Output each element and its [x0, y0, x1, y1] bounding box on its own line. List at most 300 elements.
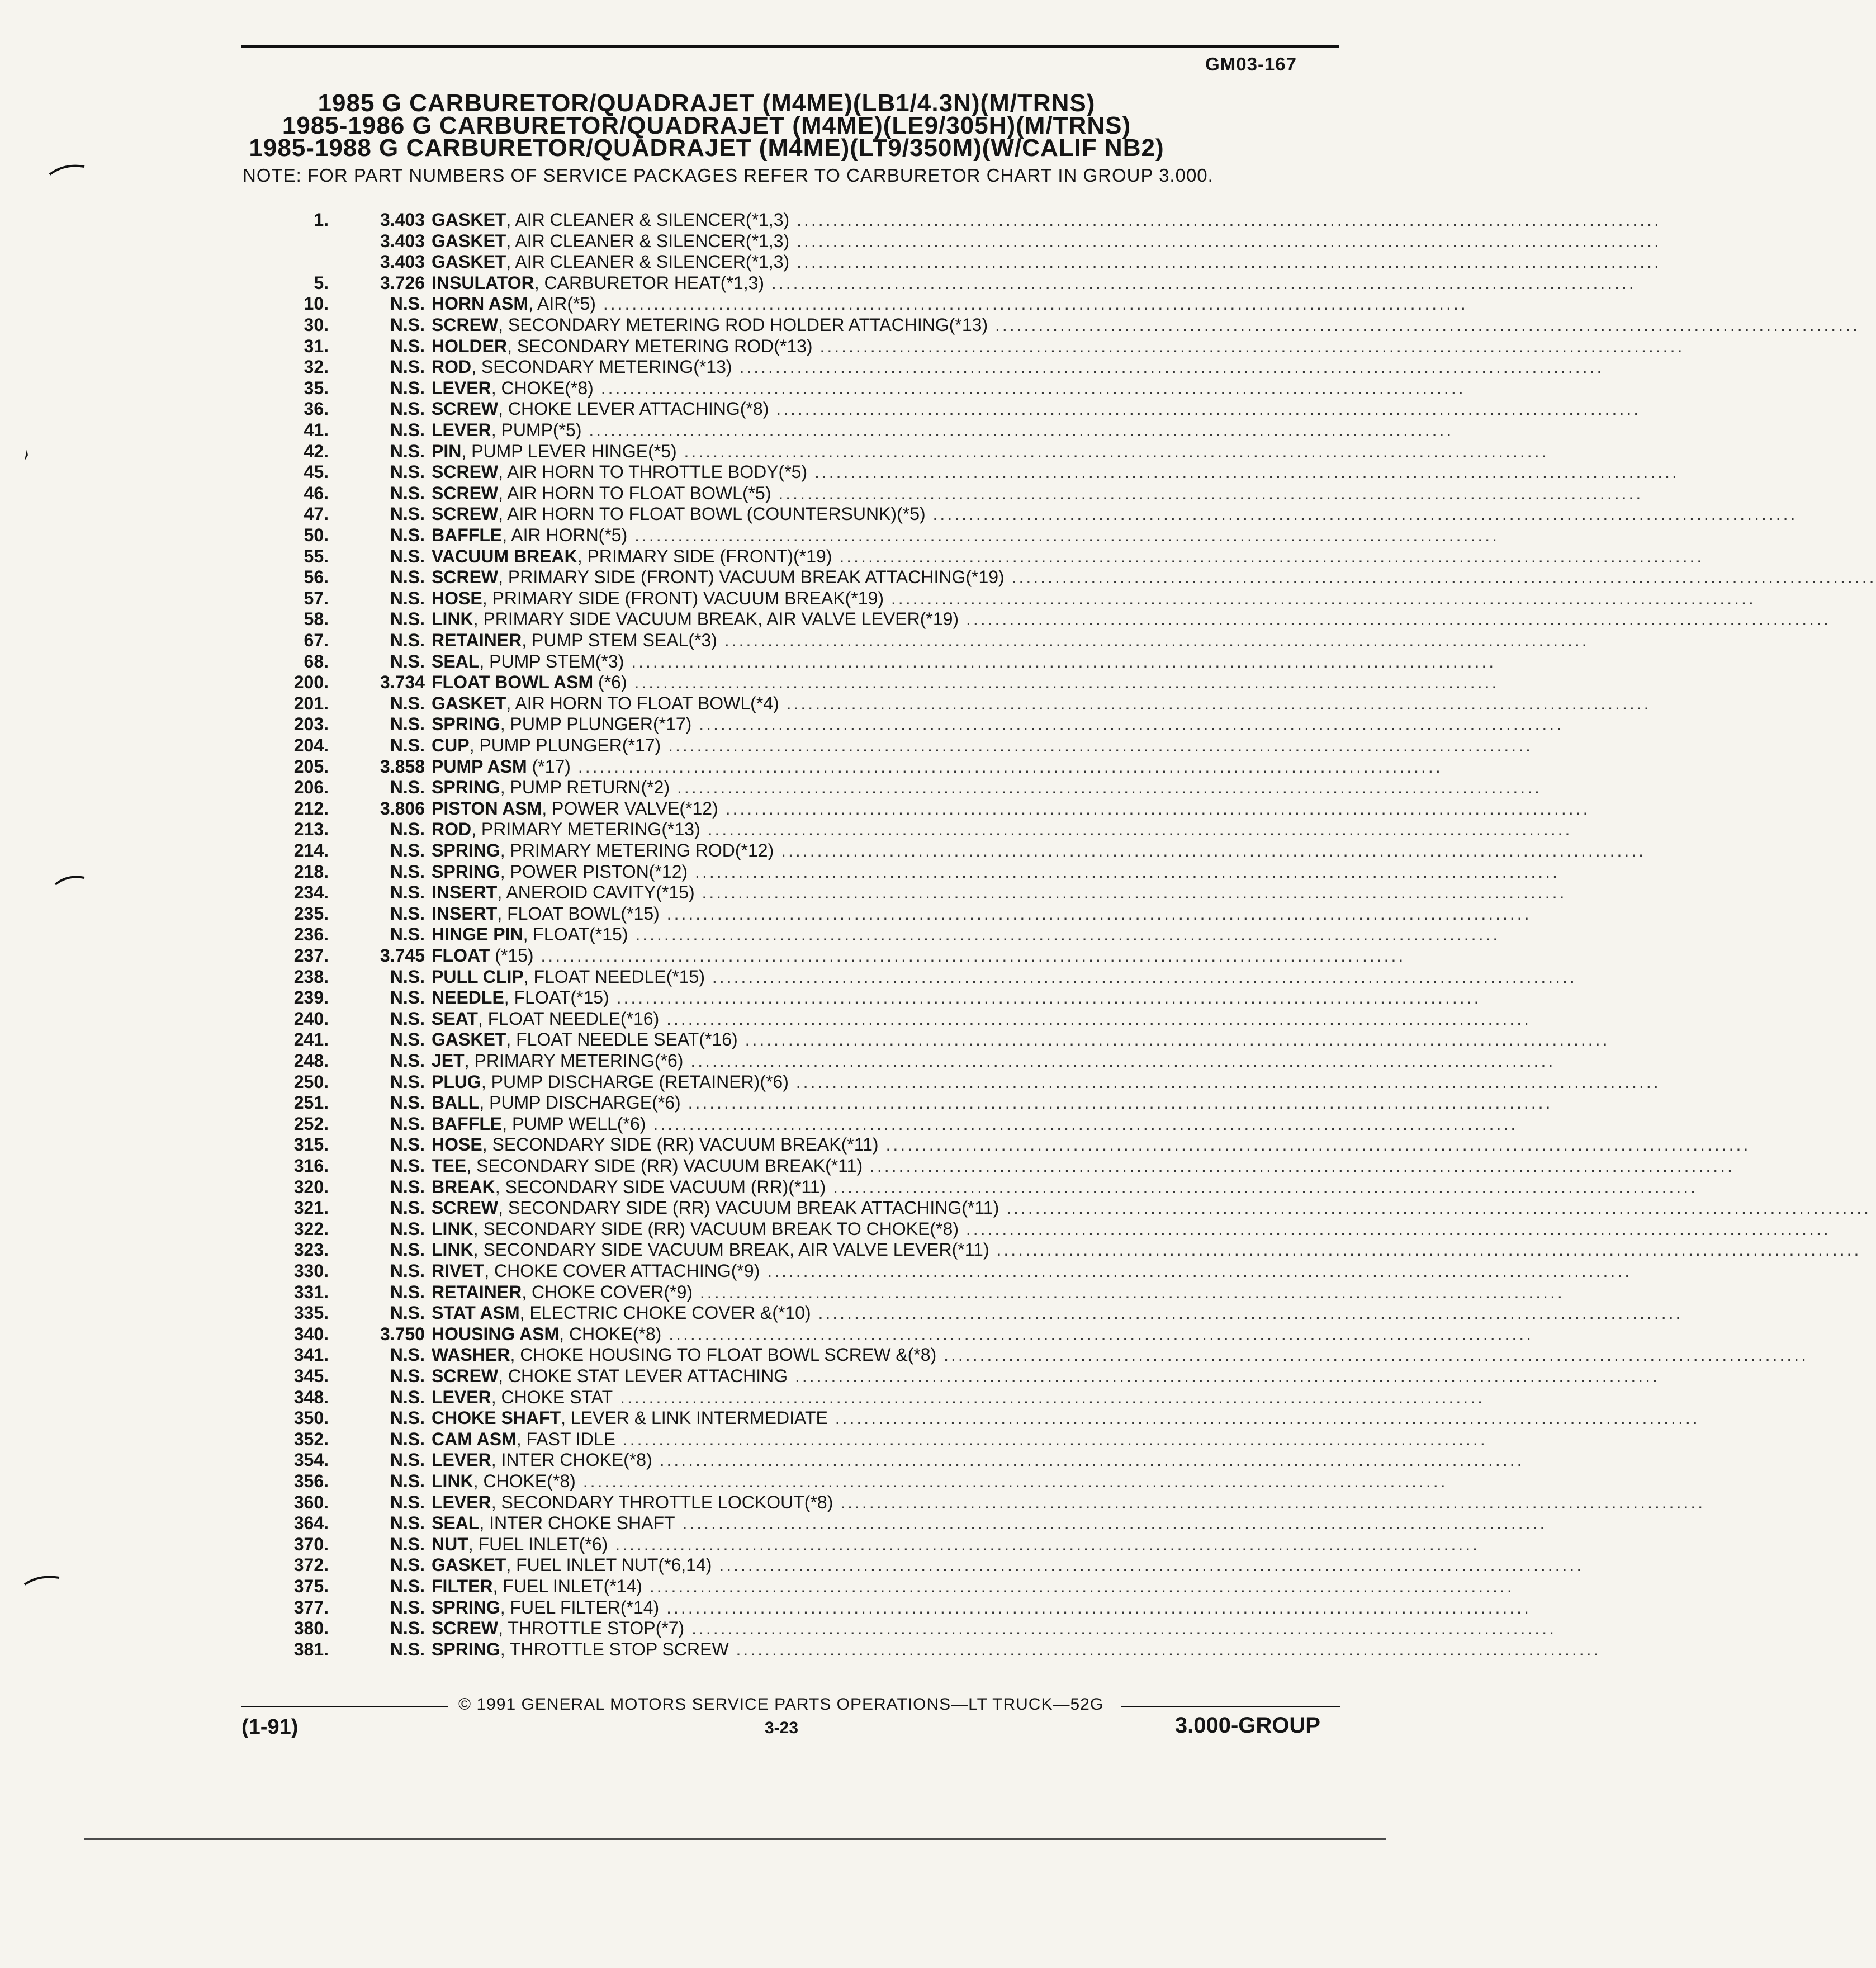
part-description [432, 272, 1636, 294]
dot-leader: ........................................................................................................................ [779, 693, 1651, 713]
ref-number: 372. [293, 1555, 329, 1576]
group-number: N.S. [390, 482, 425, 503]
part-description [432, 882, 1567, 903]
part-name: HOSE [432, 588, 482, 608]
dot-leader: ........................................................................................................................ [705, 966, 1577, 987]
part-description [432, 462, 1679, 482]
part-detail: , ELECTRIC CHOKE COVER &(*10) [519, 1303, 811, 1323]
group-number: N.S. [390, 840, 425, 860]
part-description [432, 504, 1798, 524]
part-description [432, 525, 1499, 546]
dot-leader: ........................................................................................................................ [683, 1051, 1556, 1071]
group-number: N.S. [390, 315, 425, 335]
part-detail: , CHOKE(*8) [559, 1323, 662, 1344]
group-number: N.S. [390, 1513, 425, 1534]
table-row [0, 777, 1542, 798]
ref-number: 251. [293, 1092, 329, 1113]
group-number: N.S. [390, 1029, 425, 1050]
part-detail: , POWER PISTON(*12) [500, 861, 688, 882]
group-number: N.S. [390, 1618, 425, 1639]
part-name: BREAK [432, 1176, 495, 1197]
dot-leader: ........................................................................................................................ [832, 546, 1704, 566]
part-name: SPRING [432, 861, 500, 882]
ref-number: 32. [304, 357, 329, 377]
part-detail: (*15) [490, 945, 534, 966]
ref-number: 218. [293, 861, 329, 882]
part-detail: , FLOAT BOWL(*15) [497, 903, 660, 924]
dot-leader: ........................................................................................................................ [684, 1618, 1556, 1639]
ref-number: 250. [293, 1071, 329, 1092]
table-row [0, 357, 1604, 377]
ref-number: 56. [304, 567, 329, 588]
part-name: LEVER [432, 1492, 491, 1512]
table-row [0, 924, 1500, 945]
table-row [0, 1345, 1808, 1365]
part-description [432, 840, 1646, 861]
ref-number: 323. [293, 1240, 329, 1260]
table-row [0, 882, 1567, 903]
group-number: N.S. [390, 1471, 425, 1491]
group-number: N.S. [390, 1261, 425, 1281]
part-description [432, 1261, 1632, 1281]
ref-number: 57. [304, 588, 329, 608]
ref-number: 377. [293, 1597, 329, 1617]
part-name: GASKET [432, 1029, 506, 1050]
dot-leader: ........................................................................................................................ [999, 1198, 1872, 1218]
part-name: GASKET [432, 693, 506, 713]
dot-leader: ........................................................................................................................ [624, 651, 1496, 671]
part-description [432, 924, 1500, 945]
ref-number: 352. [293, 1428, 329, 1449]
dot-leader: ........................................................................................................................ [789, 210, 1661, 230]
ref-number: 356. [293, 1471, 329, 1491]
ref-number: 10. [304, 294, 329, 314]
part-name: INSERT [432, 903, 498, 924]
margin-mark [21, 447, 32, 464]
dot-leader: ........................................................................................................................ [595, 294, 1468, 314]
part-name: SCREW [432, 1618, 499, 1639]
table-row [0, 1240, 1861, 1260]
part-description [432, 1134, 1751, 1155]
part-detail: , PRIMARY SIDE VACUUM BREAK, AIR VALVE LEVER(*19) [473, 609, 959, 630]
dot-leader: ........................................................................................................................ [675, 1513, 1547, 1534]
footer-page-number: 3-23 [765, 1719, 799, 1737]
part-name: RETAINER [432, 1281, 522, 1302]
part-description [432, 1408, 1700, 1428]
part-detail: , PUMP PLUNGER(*17) [500, 714, 692, 735]
footer-date-code: (1-91) [241, 1715, 299, 1739]
table-row [0, 504, 1798, 524]
part-detail: , PRIMARY METERING(*6) [464, 1051, 684, 1071]
group-number: N.S. [390, 399, 425, 419]
table-row [0, 1366, 1660, 1387]
table-row [0, 1597, 1531, 1618]
dot-leader: ........................................................................................................................ [788, 1366, 1660, 1386]
part-detail: , THROTTLE STOP SCREW [500, 1639, 729, 1659]
part-description [432, 210, 1661, 230]
dot-leader: ........................................................................................................................ [764, 272, 1636, 293]
part-description [432, 1092, 1553, 1113]
table-row [0, 462, 1679, 482]
part-name: ROD [432, 357, 472, 377]
part-name: GASKET [432, 230, 506, 251]
part-detail: , PUMP DISCHARGE (RETAINER)(*6) [481, 1071, 789, 1092]
dot-leader: ........................................................................................................................ [615, 1428, 1487, 1449]
part-detail: , PUMP STEM(*3) [479, 651, 624, 671]
part-detail: , SECONDARY SIDE (RR) VACUUM BREAK TO CHOKE(*8) [473, 1218, 959, 1239]
group-number: N.S. [390, 357, 425, 377]
ref-number: 67. [304, 630, 329, 650]
ref-number: 360. [293, 1492, 329, 1512]
part-name: SPRING [432, 1597, 500, 1617]
part-detail: , AIR HORN TO FLOAT BOWL (COUNTERSUNK)(*5) [498, 504, 926, 524]
part-description [432, 1071, 1661, 1092]
table-row [0, 609, 1831, 630]
part-description [432, 1428, 1487, 1450]
part-name: LEVER [432, 1450, 491, 1470]
group-number: N.S. [390, 1534, 425, 1554]
dot-leader: ........................................................................................................................ [863, 1156, 1735, 1176]
bottom-scan-line [84, 1838, 1386, 1840]
ref-number: 331. [293, 1281, 329, 1302]
part-name: STAT ASM [432, 1303, 520, 1323]
part-name: SCREW [432, 1198, 499, 1218]
table-row [0, 482, 1643, 504]
ref-number: 322. [293, 1218, 329, 1239]
table-row [0, 651, 1496, 672]
group-number: N.S. [390, 567, 425, 588]
part-description [432, 1555, 1584, 1576]
table-row [0, 1281, 1565, 1303]
table-row [0, 1555, 1584, 1576]
part-name: SEAL [432, 1513, 480, 1534]
dot-leader: ........................................................................................................................ [884, 588, 1756, 608]
group-number: N.S. [390, 1450, 425, 1470]
ref-number: 31. [304, 335, 329, 356]
part-name: SCREW [432, 504, 499, 524]
part-detail: , FLOAT(*15) [523, 924, 628, 945]
table-row [0, 1008, 1531, 1029]
group-number: N.S. [390, 377, 425, 398]
part-detail: (*6) [593, 672, 627, 693]
part-name: SPRING [432, 777, 500, 798]
table-row [0, 567, 1876, 588]
ref-number: 236. [293, 924, 329, 945]
part-name: WASHER [432, 1345, 510, 1365]
ref-number: 30. [304, 315, 329, 335]
part-detail: , PUMP PLUNGER(*17) [469, 735, 661, 755]
part-detail: , SECONDARY METERING ROD(*13) [507, 335, 813, 356]
part-name: FLOAT BOWL ASM [432, 672, 594, 693]
part-name: INSULATOR [432, 272, 534, 293]
part-description [432, 1534, 1480, 1555]
part-name: GASKET [432, 210, 506, 230]
group-number: N.S. [390, 1113, 425, 1134]
part-description [432, 335, 1685, 357]
table-row [0, 588, 1756, 609]
group-number: N.S. [390, 1492, 425, 1512]
part-description [432, 1240, 1861, 1260]
table-row [0, 399, 1641, 419]
part-name: HORN ASM [432, 294, 529, 314]
table-row [0, 1261, 1632, 1281]
group-number: N.S. [390, 966, 425, 987]
part-detail: , AIR HORN TO FLOAT BOWL(*5) [498, 482, 771, 503]
dot-leader: ........................................................................................................................ [627, 672, 1499, 693]
part-detail: , AIR CLEANER & SILENCER(*1,3) [506, 210, 790, 230]
part-description [432, 1618, 1556, 1639]
part-detail: , PUMP RETURN(*2) [500, 777, 670, 798]
dot-leader: ........................................................................................................................ [988, 315, 1860, 335]
dot-leader: ........................................................................................................................ [1004, 567, 1876, 588]
dot-leader: ........................................................................................................................ [659, 1008, 1531, 1029]
footer-copyright: © 1991 GENERAL MOTORS SERVICE PARTS OPERATIONS—LT TRUCK—52G [458, 1695, 1104, 1714]
group-number: 3.734 [380, 672, 425, 693]
dot-leader: ........................................................................................................................ [570, 756, 1443, 777]
table-row [0, 1092, 1553, 1113]
part-description [432, 735, 1533, 756]
ref-number: 348. [293, 1387, 329, 1407]
ref-number: 335. [293, 1303, 329, 1323]
part-name: SEAL [432, 651, 480, 671]
part-detail: , CHOKE STAT [491, 1387, 613, 1407]
dot-leader: ........................................................................................................................ [811, 1303, 1683, 1323]
part-description [432, 1218, 1831, 1240]
dot-leader: ........................................................................................................................ [712, 1555, 1584, 1576]
part-description [432, 1345, 1808, 1365]
ref-number: 58. [304, 609, 329, 630]
part-detail: , PRIMARY METERING ROD(*12) [500, 840, 774, 860]
ref-number: 320. [293, 1176, 329, 1197]
table-row [0, 1513, 1547, 1534]
part-name: PIN [432, 441, 462, 461]
ref-number: 237. [293, 945, 329, 966]
part-description [432, 1156, 1735, 1176]
part-detail: , SECONDARY THROTTLE LOCKOUT(*8) [491, 1492, 833, 1512]
table-row [0, 987, 1481, 1008]
dot-leader: ........................................................................................................................ [659, 903, 1532, 924]
part-detail: , AIR HORN TO THROTTLE BODY(*5) [498, 462, 808, 482]
part-name: SPRING [432, 714, 500, 735]
dot-leader: ........................................................................................................................ [732, 357, 1604, 377]
dot-leader: ........................................................................................................................ [878, 1134, 1751, 1155]
part-description [432, 609, 1831, 630]
ref-number: 239. [293, 987, 329, 1008]
part-name: HOLDER [432, 335, 508, 356]
dot-leader: ........................................................................................................................ [609, 987, 1481, 1008]
part-description [432, 1281, 1565, 1303]
part-description [432, 1051, 1556, 1071]
group-number: N.S. [390, 630, 425, 650]
part-name: FILTER [432, 1576, 493, 1596]
part-detail: , CHOKE HOUSING TO FLOAT BOWL SCREW &(*8) [510, 1345, 937, 1365]
group-number: N.S. [390, 609, 425, 630]
ref-number: 235. [293, 903, 329, 924]
dot-leader: ........................................................................................................................ [691, 714, 1564, 735]
part-description [432, 377, 1466, 399]
part-name: PISTON ASM [432, 798, 542, 819]
margin-mark [22, 1572, 61, 1589]
table-row [0, 1218, 1831, 1240]
table-row [0, 525, 1499, 546]
ref-number: 321. [293, 1198, 329, 1218]
table-row [0, 861, 1560, 882]
part-description [432, 1008, 1531, 1029]
table-row [0, 546, 1704, 567]
part-name: SCREW [432, 567, 499, 588]
part-detail: , AIR CLEANER & SILENCER(*1,3) [506, 230, 790, 251]
table-row [0, 1156, 1735, 1176]
part-detail: , FUEL INLET(*14) [492, 1576, 642, 1596]
part-detail: , SECONDARY SIDE (RR) VACUUM BREAK(*11) [466, 1156, 863, 1176]
ref-number: 36. [304, 399, 329, 419]
part-name: PLUG [432, 1071, 481, 1092]
table-row [0, 272, 1636, 294]
dot-leader: ........................................................................................................................ [659, 1597, 1531, 1617]
part-name: SEAT [432, 1008, 478, 1029]
table-row [0, 335, 1685, 357]
group-number: N.S. [390, 903, 425, 924]
group-number: N.S. [390, 588, 425, 608]
table-row [0, 903, 1532, 924]
group-number: N.S. [390, 777, 425, 798]
table-row [0, 1387, 1485, 1408]
dot-leader: ........................................................................................................................ [959, 609, 1831, 630]
part-name: TEE [432, 1156, 467, 1176]
group-number: N.S. [390, 1176, 425, 1197]
margin-mark [48, 161, 87, 178]
group-number: N.S. [390, 1008, 425, 1029]
part-description [432, 441, 1549, 462]
part-detail: , CARBURETOR HEAT(*1,3) [534, 272, 765, 293]
group-number: N.S. [390, 1156, 425, 1176]
part-description [432, 1450, 1524, 1470]
table-row [0, 1450, 1524, 1470]
footer-group: 3.000-GROUP [1174, 1713, 1320, 1738]
ref-number: 203. [293, 714, 329, 735]
group-number: N.S. [390, 294, 425, 314]
group-number: N.S. [390, 1555, 425, 1576]
group-number: N.S. [390, 1639, 425, 1659]
part-detail: , SECONDARY SIDE VACUUM BREAK, AIR VALVE LEVER(*11) [473, 1240, 989, 1260]
group-number: N.S. [390, 504, 425, 524]
dot-leader: ........................................................................................................................ [807, 462, 1679, 482]
ref-number: 345. [293, 1366, 329, 1386]
group-number: N.S. [390, 735, 425, 755]
part-description [432, 1323, 1534, 1345]
part-detail: , FAST IDLE [516, 1428, 615, 1449]
dot-leader: ........................................................................................................................ [728, 1639, 1601, 1659]
part-detail: , CHOKE COVER ATTACHING(*9) [484, 1261, 760, 1281]
part-name: CAM ASM [432, 1428, 517, 1449]
part-detail: , SECONDARY SIDE (RR) VACUUM BREAK(*11) [482, 1134, 879, 1155]
part-detail: , FLOAT NEEDLE(*15) [523, 966, 705, 987]
group-number: 3.403 [380, 230, 425, 251]
part-name: SPRING [432, 840, 500, 860]
part-description [432, 798, 1590, 819]
part-name: RETAINER [432, 630, 522, 650]
ref-number: 316. [293, 1156, 329, 1176]
ref-number: 330. [293, 1261, 329, 1281]
table-row [0, 735, 1533, 756]
part-detail: , INTER CHOKE SHAFT [479, 1513, 675, 1534]
dot-leader: ........................................................................................................................ [694, 882, 1567, 903]
part-detail: , FLOAT NEEDLE SEAT(*16) [506, 1029, 738, 1050]
part-name: LINK [432, 1240, 473, 1260]
ref-number: 204. [293, 735, 329, 755]
group-number: 3.745 [380, 945, 425, 966]
dot-leader: ........................................................................................................................ [661, 735, 1533, 755]
table-row [0, 1198, 1872, 1218]
part-description [432, 1639, 1601, 1660]
dot-leader: ........................................................................................................................ [833, 1492, 1706, 1512]
ref-number: 354. [293, 1450, 329, 1470]
ref-number: 340. [293, 1323, 329, 1344]
dot-leader: ........................................................................................................................ [788, 1071, 1661, 1092]
ref-number: 205. [293, 756, 329, 777]
part-description [432, 1176, 1698, 1198]
group-number: N.S. [390, 1071, 425, 1092]
part-name: BALL [432, 1092, 480, 1113]
ref-number: 380. [293, 1618, 329, 1639]
group-number: N.S. [390, 1051, 425, 1071]
part-description [432, 630, 1589, 651]
group-number: N.S. [390, 882, 425, 903]
part-name: LINK [432, 609, 473, 630]
part-detail: , LEVER & LINK INTERMEDIATE [561, 1408, 828, 1428]
group-number: N.S. [390, 1240, 425, 1260]
title-line-2: 1985-1986 G CARBURETOR/QUADRAJET (M4ME)(LE9/305H)(M/TRNS) [282, 112, 1131, 139]
group-number: N.S. [390, 1092, 425, 1113]
ref-number: 364. [293, 1513, 329, 1534]
dot-leader: ........................................................................................................................ [718, 798, 1590, 819]
ref-number: 46. [304, 482, 329, 503]
part-name: RIVET [432, 1261, 485, 1281]
part-detail: , POWER VALVE(*12) [542, 798, 718, 819]
part-name: CHOKE SHAFT [432, 1408, 561, 1428]
dot-leader: ........................................................................................................................ [680, 1092, 1553, 1113]
group-number: 3.403 [380, 252, 425, 272]
dot-leader: ........................................................................................................................ [812, 335, 1685, 356]
part-name: LINK [432, 1218, 473, 1239]
part-name: NEEDLE [432, 987, 504, 1008]
part-detail: , PRIMARY METERING(*13) [471, 819, 700, 840]
footer-rule-left [241, 1706, 448, 1707]
part-detail: , AIR HORN(*5) [502, 525, 628, 545]
dot-leader: ........................................................................................................................ [700, 819, 1572, 840]
dot-leader: ........................................................................................................................ [581, 420, 1454, 440]
table-row [0, 1303, 1683, 1323]
part-name: SPRING [432, 1639, 500, 1659]
part-name: SCREW [432, 399, 499, 419]
part-detail: , CHOKE STAT LEVER ATTACHING [498, 1366, 788, 1386]
table-row [0, 1576, 1514, 1597]
table-row [0, 1639, 1601, 1660]
margin-mark [53, 872, 87, 889]
part-description [432, 357, 1604, 377]
table-row [0, 1113, 1518, 1134]
group-number: N.S. [390, 1408, 425, 1428]
part-name: SCREW [432, 315, 499, 335]
table-row [0, 630, 1589, 651]
ref-number: 206. [293, 777, 329, 798]
ref-number: 1. [314, 210, 329, 230]
group-number: N.S. [390, 714, 425, 735]
part-description [432, 945, 1406, 966]
part-detail: , CHOKE(*8) [491, 377, 594, 398]
part-detail: , THROTTLE STOP(*7) [498, 1618, 685, 1639]
group-number: 3.403 [380, 210, 425, 230]
